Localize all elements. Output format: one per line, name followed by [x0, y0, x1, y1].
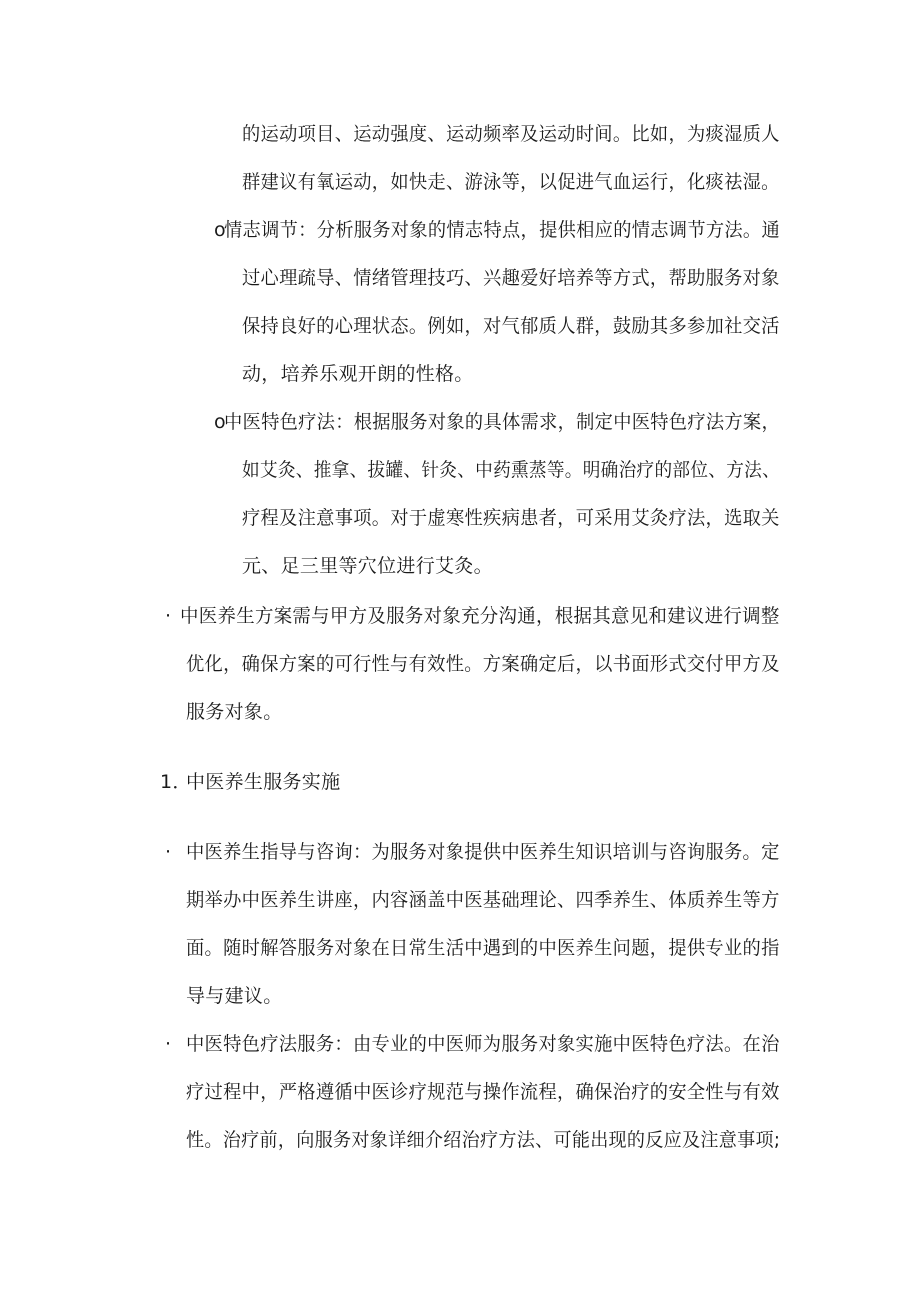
- bullet-item-line: 服务对象。: [186, 701, 283, 723]
- list-item-line: 疗过程中，严格遵循中医诊疗规范与操作流程，确保治疗的安全性与有效: [186, 1081, 780, 1103]
- sub-item-line: 疗程及注意事项。对于虚寒性疾病患者，可采用艾灸疗法，选取关: [242, 507, 780, 529]
- list-item-line: 导与建议。: [186, 985, 283, 1007]
- bullet-item-line: 优化，确保方案的可行性与有效性。方案确定后，以书面形式交付甲方及: [186, 653, 780, 675]
- list-item-line: 性。治疗前，向服务对象详细介绍治疗方法、可能出现的反应及注意事项;: [186, 1129, 781, 1151]
- bullet-marker: ·: [165, 1033, 172, 1055]
- list-item-line: 期举办中医养生讲座，内容涵盖中医基础理论、四季养生、体质养生等方: [186, 889, 780, 911]
- sub-item-line: 元、足三里等穴位进行艾灸。: [242, 555, 493, 577]
- bullet-item-line: 中医养生方案需与甲方及服务对象充分沟通，根据其意见和建议进行调整: [180, 605, 780, 627]
- section-number: 1．: [160, 771, 192, 793]
- sub-bullet-marker: o: [214, 219, 226, 241]
- bullet-marker: ·: [165, 841, 172, 863]
- sub-item-line: 如艾灸、推拿、拔罐、针灸、中药熏蒸等。明确治疗的部位、方法、: [242, 459, 781, 481]
- bullet-marker: ·: [165, 605, 172, 627]
- sub-bullet-marker: o: [214, 411, 226, 433]
- sub-item-line: 情志调节：分析服务对象的情志特点，提供相应的情志调节方法。通: [224, 219, 781, 241]
- sub-item-line: 过心理疏导、情绪管理技巧、兴趣爱好培养等方式，帮助服务对象: [242, 267, 780, 289]
- section-title: 中医养生服务实施: [186, 771, 341, 793]
- list-item-line: 面。随时解答服务对象在日常生活中遇到的中医养生问题，提供专业的指: [186, 937, 780, 959]
- sub-item-line: 中医特色疗法：根据服务对象的具体需求，制定中医特色疗法方案，: [224, 411, 781, 433]
- paragraph-line: 群建议有氧运动，如快走、游泳等，以促进气血运行，化痰祛湿。: [242, 171, 780, 193]
- paragraph-line: 的运动项目、运动强度、运动频率及运动时间。比如，为痰湿质人: [242, 123, 780, 145]
- sub-item-line: 动，培养乐观开朗的性格。: [242, 363, 474, 385]
- list-item-line: 中医养生指导与咨询：为服务对象提供中医养生知识培训与咨询服务。定: [186, 841, 780, 863]
- sub-item-line: 保持良好的心理状态。例如，对气郁质人群，鼓励其多参加社交活: [242, 315, 780, 337]
- list-item-line: 中医特色疗法服务：由专业的中医师为服务对象实施中医特色疗法。在治: [186, 1033, 780, 1055]
